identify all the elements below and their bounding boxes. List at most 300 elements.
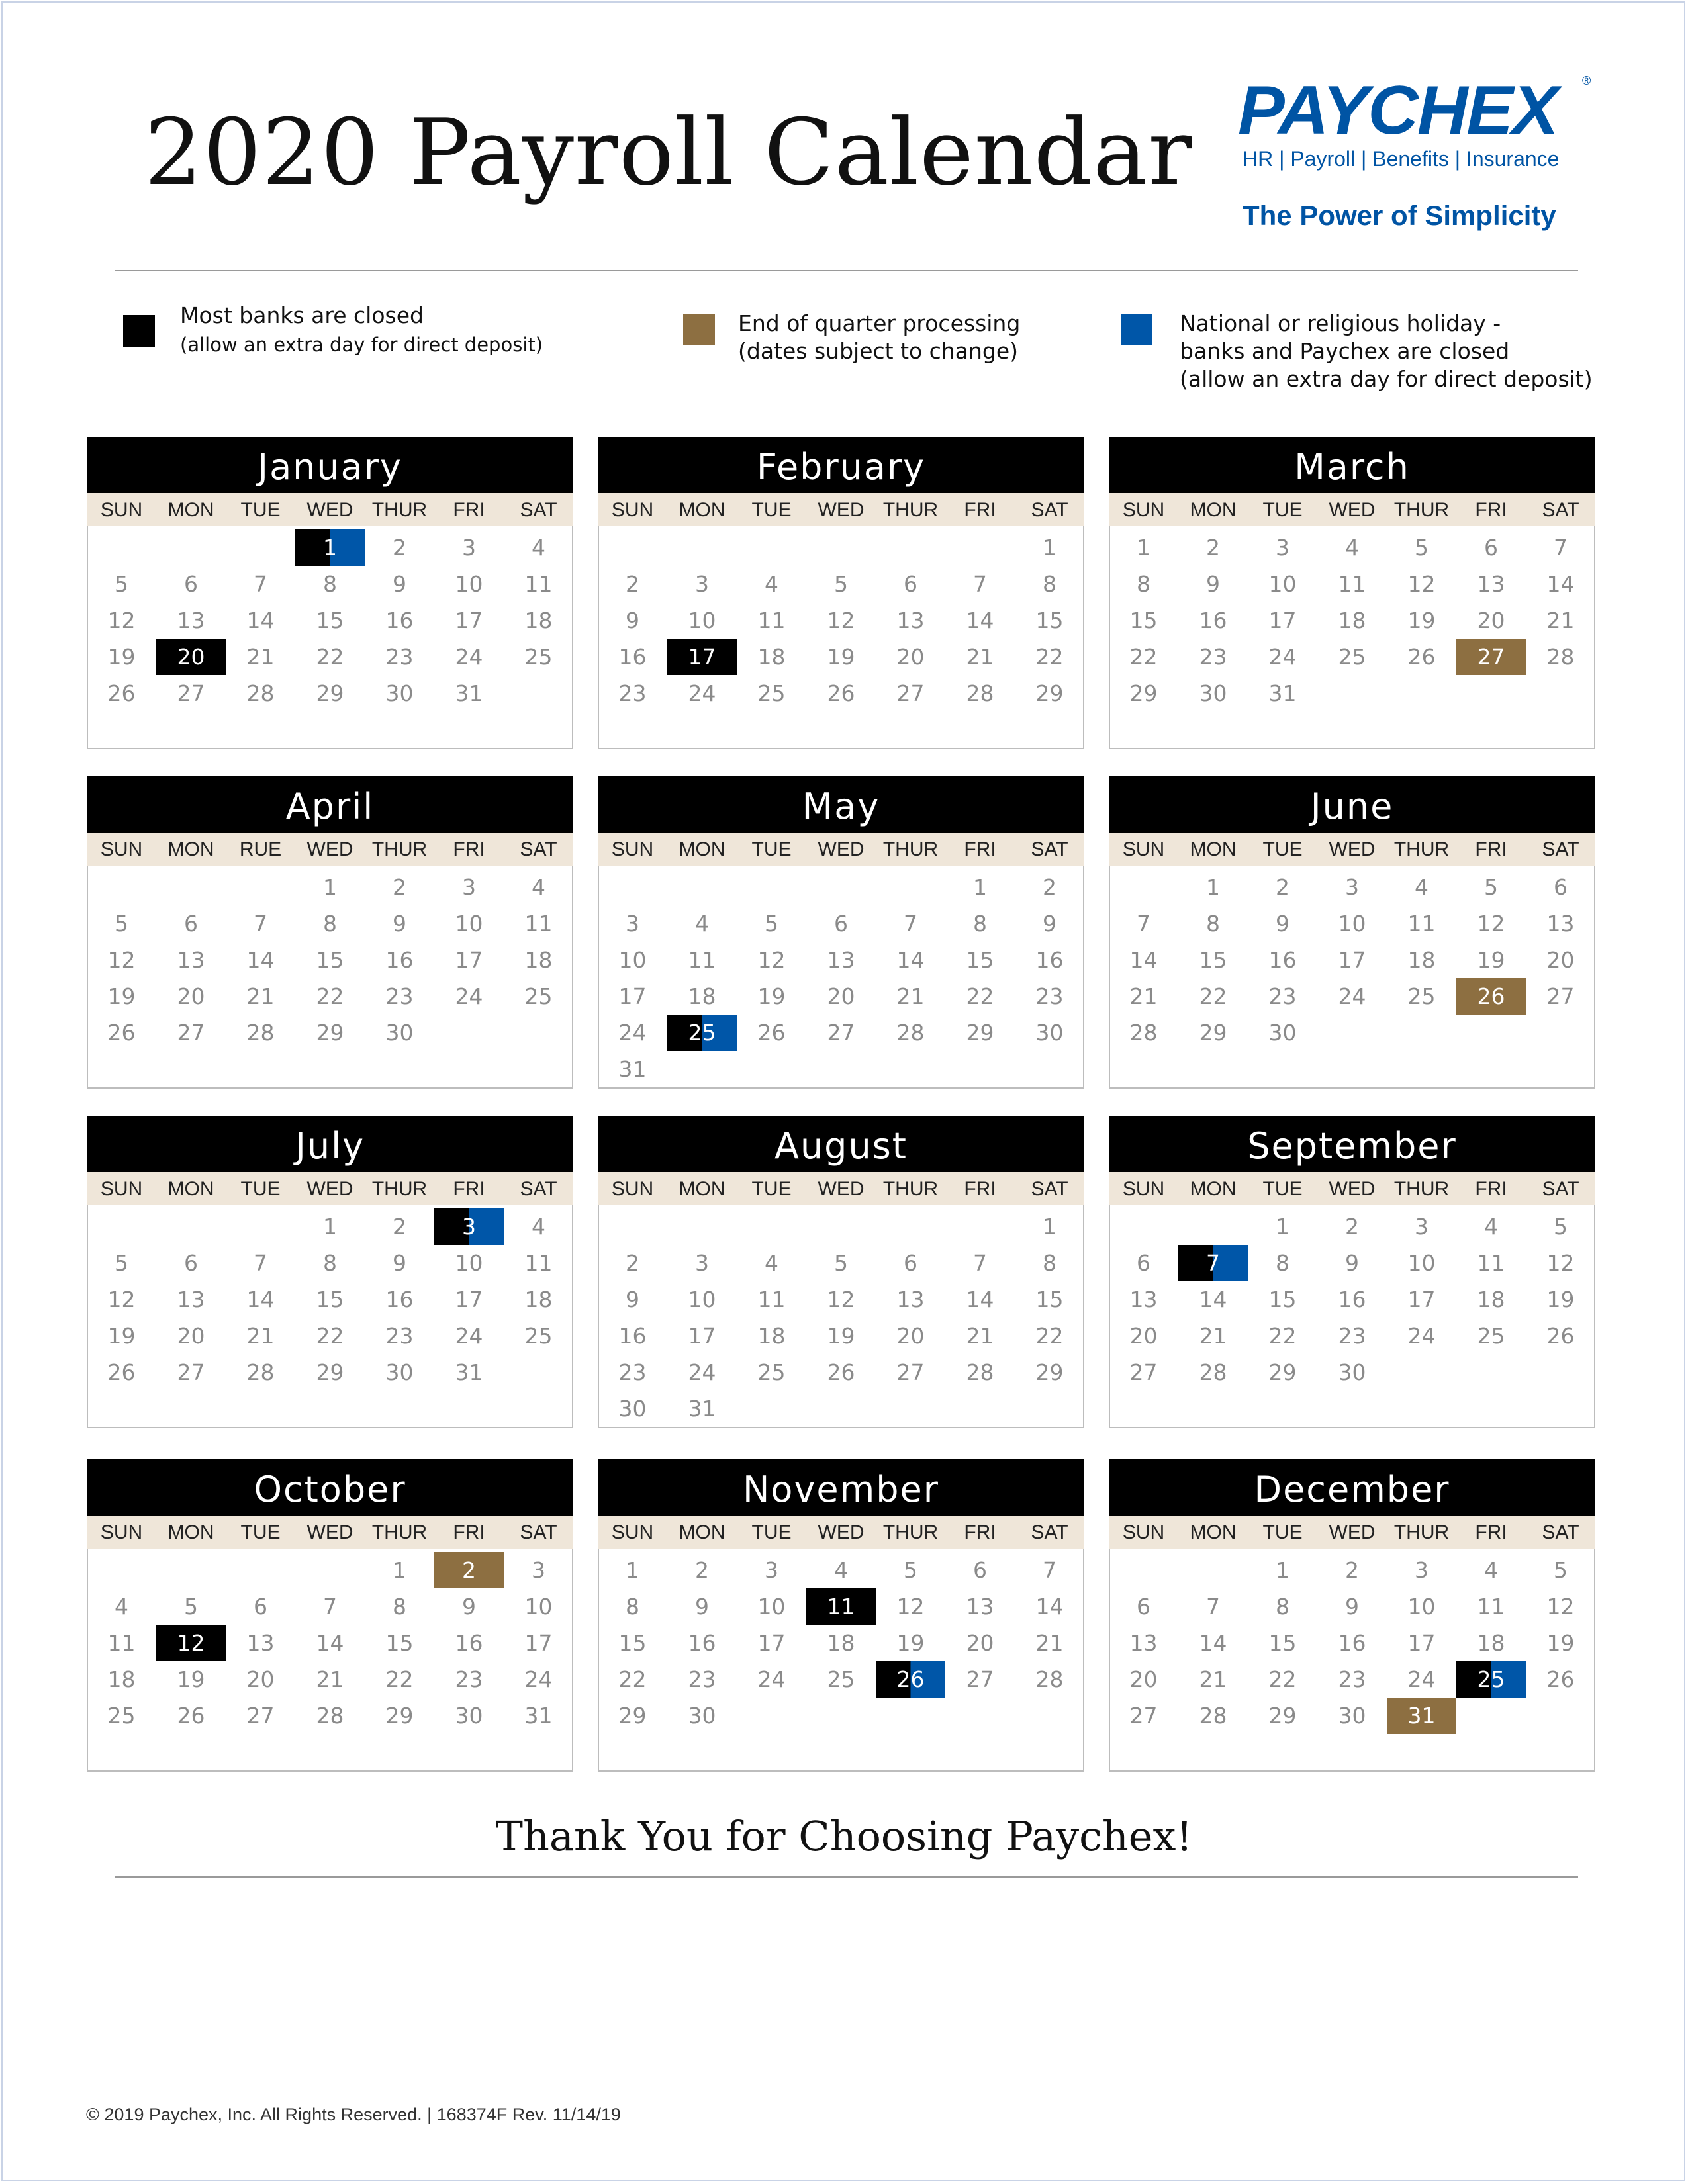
date-cell: 21 — [316, 1666, 344, 1692]
date-cell: 16 — [385, 947, 414, 973]
date-cell: 23 — [618, 680, 647, 706]
date-cell: 2 — [1206, 535, 1220, 561]
weekday-label: SAT — [1031, 839, 1068, 860]
weekday-label: FRI — [453, 1178, 485, 1200]
date-cell: 15 — [1129, 608, 1158, 633]
date-cell: 26 — [827, 680, 855, 706]
date-cell: 19 — [177, 1666, 205, 1692]
date-cell: 16 — [618, 1323, 647, 1349]
date-cell: 27 — [827, 1020, 855, 1046]
weekday-label: SUN — [100, 839, 143, 860]
weekday-header — [598, 1172, 1084, 1205]
weekday-label: MON — [1190, 839, 1237, 860]
date-cell: 2 — [1276, 874, 1289, 900]
date-cell: 26 — [1407, 644, 1436, 670]
month-name: March — [1109, 437, 1595, 493]
weekday-label: WED — [1329, 1522, 1376, 1543]
date-cell: 19 — [1546, 1630, 1575, 1656]
date-cell: 9 — [1043, 911, 1056, 936]
date-cell: 18 — [524, 1287, 553, 1312]
weekday-label: WED — [306, 1178, 353, 1200]
date-cell: 11 — [1477, 1594, 1505, 1619]
date-cell: 30 — [618, 1396, 647, 1422]
date-cell: 3 — [462, 535, 476, 561]
weekday-label: WED — [818, 1178, 865, 1200]
date-cell: 8 — [323, 911, 337, 936]
date-cell: 1 — [1276, 1214, 1289, 1240]
date-cell: 10 — [524, 1594, 553, 1619]
date-cell: 6 — [184, 911, 198, 936]
date-cell: 26 — [1546, 1666, 1575, 1692]
date-cell: 18 — [524, 947, 553, 973]
date-cell: 28 — [966, 1359, 994, 1385]
weekday-label: SAT — [1031, 1178, 1068, 1200]
date-cell: 1 — [973, 874, 987, 900]
date-cell: 18 — [1477, 1630, 1505, 1656]
date-cell: 16 — [1338, 1630, 1366, 1656]
weekday-label: MON — [679, 1522, 726, 1543]
copyright-footer: © 2019 Paychex, Inc. All Rights Reserved. | 168374F Rev. 11/14/19 — [86, 2105, 621, 2124]
weekday-label: SAT — [520, 499, 557, 521]
page-title: 2020 Payroll Calendar — [144, 99, 1193, 206]
weekday-label: TUE — [751, 1178, 792, 1200]
date-cell: 21 — [1035, 1630, 1064, 1656]
date-cell: 9 — [1206, 571, 1220, 597]
date-cell: 17 — [524, 1630, 553, 1656]
weekday-label: MON — [679, 1178, 726, 1200]
date-cell: 25 — [1338, 644, 1366, 670]
date-cell: 14 — [1199, 1630, 1227, 1656]
date-cell: 16 — [1199, 608, 1227, 633]
date-cell: 25 — [757, 1359, 786, 1385]
date-cell: 3 — [1276, 535, 1289, 561]
weekday-label: THUR — [1393, 1178, 1450, 1200]
date-cell: 9 — [393, 1250, 406, 1276]
date-cell: 9 — [1345, 1250, 1359, 1276]
month-september — [1109, 1116, 1595, 1428]
date-cell: 29 — [1199, 1020, 1227, 1046]
date-cell: 10 — [1268, 571, 1297, 597]
date-cell: 8 — [1206, 911, 1220, 936]
date-cell: 22 — [1035, 1323, 1064, 1349]
date-cell: 2 — [393, 1214, 406, 1240]
month-august — [598, 1116, 1084, 1428]
date-cell: 6 — [1137, 1250, 1150, 1276]
date-cell: 4 — [532, 874, 545, 900]
date-cell: 14 — [246, 608, 275, 633]
date-cell: 22 — [1199, 983, 1227, 1009]
date-cell: 30 — [455, 1703, 483, 1729]
date-cell: 7 — [1554, 535, 1568, 561]
date-cell: 6 — [1137, 1594, 1150, 1619]
weekday-label: TUE — [1262, 499, 1303, 521]
date-cell: 9 — [626, 1287, 639, 1312]
date-cell: 23 — [385, 983, 414, 1009]
date-cell: 30 — [385, 680, 414, 706]
date-cell: 1 — [1276, 1557, 1289, 1583]
weekday-label: FRI — [1475, 499, 1507, 521]
weekday-label: FRI — [1475, 1178, 1507, 1200]
date-cell: 22 — [316, 1323, 344, 1349]
date-cell: 8 — [1043, 1250, 1056, 1276]
date-cell: 20 — [966, 1630, 994, 1656]
weekday-label: WED — [306, 839, 353, 860]
date-cell: 26 — [107, 680, 136, 706]
weekday-label: MON — [1190, 1178, 1237, 1200]
date-cell: 3 — [1415, 1557, 1429, 1583]
date-cell: 21 — [1546, 608, 1575, 633]
date-cell: 4 — [532, 535, 545, 561]
date-cell: 17 — [618, 983, 647, 1009]
weekday-header — [1109, 833, 1595, 866]
date-cell: 14 — [1199, 1287, 1227, 1312]
date-cell: 5 — [115, 571, 128, 597]
date-cell: 6 — [184, 571, 198, 597]
weekday-header — [87, 493, 573, 526]
date-cell: 31 — [455, 1359, 483, 1385]
date-cell: 2 — [1345, 1214, 1359, 1240]
date-cell: 3 — [695, 1250, 709, 1276]
date-cell: 12 — [1546, 1250, 1575, 1276]
legend-bank-closed-line1: Most banks are closed — [180, 302, 424, 328]
date-cell: 4 — [1484, 1214, 1498, 1240]
date-cell: 4 — [834, 1557, 848, 1583]
date-cell: 27 — [896, 1359, 925, 1385]
date-cell: 17 — [1268, 608, 1297, 633]
date-cell: 17 — [688, 1323, 716, 1349]
brand-tagline: HR | Payroll | Benefits | Insurance — [1243, 147, 1560, 171]
date-cell: 27 — [1546, 983, 1575, 1009]
date-cell: 14 — [966, 608, 994, 633]
date-cell: 8 — [323, 571, 337, 597]
date-cell: 25 — [524, 983, 553, 1009]
date-cell: 28 — [1035, 1666, 1064, 1692]
date-cell: 4 — [765, 571, 778, 597]
date-cell: 7 — [1043, 1557, 1056, 1583]
date-cell: 24 — [757, 1666, 786, 1692]
date-cell: 22 — [385, 1666, 414, 1692]
date-cell: 5 — [904, 1557, 917, 1583]
month-april — [87, 776, 573, 1089]
date-cell: 25 — [107, 1703, 136, 1729]
date-cell: 20 — [896, 644, 925, 670]
weekday-label: WED — [306, 499, 353, 521]
date-cell: 9 — [462, 1594, 476, 1619]
date-cell: 1 — [1043, 535, 1056, 561]
weekday-label: MON — [679, 499, 726, 521]
month-name: December — [1109, 1459, 1595, 1516]
weekday-label: TUE — [240, 499, 281, 521]
date-cell: 19 — [107, 983, 136, 1009]
date-cell: 10 — [688, 1287, 716, 1312]
date-cell-quarter-end: 27 — [1456, 639, 1526, 675]
weekday-label: SAT — [1542, 839, 1579, 860]
date-cell: 12 — [107, 1287, 136, 1312]
date-cell: 19 — [896, 1630, 925, 1656]
date-cell: 3 — [765, 1557, 778, 1583]
date-cell: 15 — [316, 947, 344, 973]
month-name: May — [598, 776, 1084, 833]
date-cell: 28 — [1199, 1359, 1227, 1385]
date-cell: 7 — [1137, 911, 1150, 936]
date-cell: 6 — [184, 1250, 198, 1276]
date-cell: 22 — [966, 983, 994, 1009]
date-cell: 7 — [254, 571, 267, 597]
date-cell: 14 — [1035, 1594, 1064, 1619]
date-cell: 21 — [246, 983, 275, 1009]
month-october — [87, 1459, 573, 1772]
date-cell: 20 — [246, 1666, 275, 1692]
date-cell: 14 — [1129, 947, 1158, 973]
date-cell: 11 — [757, 608, 786, 633]
weekday-label: TUE — [1262, 1178, 1303, 1200]
date-cell: 4 — [1415, 874, 1429, 900]
weekday-label: SAT — [520, 1522, 557, 1543]
date-cell: 26 — [827, 1359, 855, 1385]
date-cell: 30 — [1338, 1359, 1366, 1385]
date-cell: 5 — [1554, 1214, 1568, 1240]
weekday-label: THUR — [1393, 1522, 1450, 1543]
date-cell: 3 — [462, 874, 476, 900]
date-cell: 19 — [1546, 1287, 1575, 1312]
registered-mark: ® — [1582, 74, 1591, 87]
date-cell: 23 — [385, 1323, 414, 1349]
date-cell: 25 — [1407, 983, 1436, 1009]
date-cell: 1 — [1137, 535, 1150, 561]
date-cell: 23 — [385, 644, 414, 670]
date-cell: 16 — [688, 1630, 716, 1656]
legend-quarter-end-line1: End of quarter processing — [738, 310, 1021, 336]
date-cell: 17 — [1338, 947, 1366, 973]
date-cell: 12 — [1407, 571, 1436, 597]
date-cell: 28 — [896, 1020, 925, 1046]
date-cell: 8 — [323, 1250, 337, 1276]
date-cell: 19 — [1407, 608, 1436, 633]
weekday-label: SAT — [1542, 1178, 1579, 1200]
date-cell: 15 — [618, 1630, 647, 1656]
date-cell: 29 — [385, 1703, 414, 1729]
date-cell: 17 — [455, 608, 483, 633]
date-cell: 2 — [626, 1250, 639, 1276]
date-cell: 13 — [177, 1287, 205, 1312]
date-cell: 4 — [765, 1250, 778, 1276]
date-cell: 22 — [316, 983, 344, 1009]
weekday-label: FRI — [453, 839, 485, 860]
date-cell: 29 — [316, 1359, 344, 1385]
weekday-label: TUE — [751, 1522, 792, 1543]
date-cell: 14 — [246, 947, 275, 973]
date-cell: 10 — [1407, 1594, 1436, 1619]
date-cell: 29 — [316, 1020, 344, 1046]
date-cell: 27 — [1129, 1359, 1158, 1385]
date-cell: 12 — [896, 1594, 925, 1619]
date-cell: 21 — [966, 1323, 994, 1349]
date-cell: 17 — [455, 947, 483, 973]
weekday-label: FRI — [964, 1522, 996, 1543]
weekday-label: MON — [167, 1178, 214, 1200]
weekday-label: SUN — [611, 499, 654, 521]
date-cell: 7 — [254, 1250, 267, 1276]
date-cell: 24 — [1407, 1666, 1436, 1692]
date-cell: 10 — [757, 1594, 786, 1619]
weekday-header — [87, 833, 573, 866]
month-february — [598, 437, 1084, 749]
weekday-label: WED — [818, 499, 865, 521]
weekday-label: SUN — [611, 839, 654, 860]
weekday-label: THUR — [371, 1178, 428, 1200]
date-cell: 21 — [246, 644, 275, 670]
date-cell: 16 — [1338, 1287, 1366, 1312]
date-cell: 10 — [618, 947, 647, 973]
date-cell: 1 — [626, 1557, 639, 1583]
date-cell: 14 — [896, 947, 925, 973]
date-cell: 22 — [1268, 1323, 1297, 1349]
date-cell: 30 — [385, 1359, 414, 1385]
weekday-label: THUR — [371, 839, 428, 860]
date-cell: 14 — [316, 1630, 344, 1656]
month-june — [1109, 776, 1595, 1089]
date-cell: 6 — [1554, 874, 1568, 900]
date-cell: 5 — [1484, 874, 1498, 900]
weekday-label: SUN — [100, 499, 143, 521]
weekday-label: FRI — [964, 839, 996, 860]
brand-slogan: The Power of Simplicity — [1243, 200, 1556, 231]
date-cell: 5 — [1554, 1557, 1568, 1583]
date-cell: 11 — [757, 1287, 786, 1312]
date-cell: 16 — [618, 644, 647, 670]
weekday-label: SAT — [1542, 1522, 1579, 1543]
date-cell: 30 — [688, 1703, 716, 1729]
weekday-label: SUN — [1122, 839, 1165, 860]
weekday-label: MON — [1190, 499, 1237, 521]
date-cell: 27 — [896, 680, 925, 706]
date-cell-bank-closed: 12 — [156, 1625, 226, 1661]
date-cell: 9 — [393, 911, 406, 936]
month-december — [1109, 1459, 1595, 1772]
date-cell: 23 — [1199, 644, 1227, 670]
date-cell: 1 — [1206, 874, 1220, 900]
date-cell: 21 — [1199, 1666, 1227, 1692]
date-cell: 1 — [1043, 1214, 1056, 1240]
weekday-label: THUR — [371, 499, 428, 521]
date-cell: 9 — [393, 571, 406, 597]
month-july — [87, 1116, 573, 1428]
date-cell: 27 — [966, 1666, 994, 1692]
date-cell: 9 — [695, 1594, 709, 1619]
date-cell: 24 — [1268, 644, 1297, 670]
date-cell: 12 — [107, 608, 136, 633]
date-cell-holiday: 25 — [1456, 1661, 1526, 1698]
weekday-label: FRI — [1475, 1522, 1507, 1543]
weekday-label: FRI — [964, 499, 996, 521]
weekday-label: SAT — [1031, 499, 1068, 521]
date-cell: 7 — [254, 911, 267, 936]
date-cell: 8 — [393, 1594, 406, 1619]
date-cell: 2 — [626, 571, 639, 597]
date-cell: 8 — [1276, 1250, 1289, 1276]
date-cell: 14 — [246, 1287, 275, 1312]
date-cell: 21 — [966, 644, 994, 670]
date-cell: 22 — [1035, 644, 1064, 670]
weekday-header — [598, 833, 1084, 866]
date-cell: 20 — [827, 983, 855, 1009]
date-cell: 1 — [323, 1214, 337, 1240]
date-cell: 7 — [1206, 1594, 1220, 1619]
date-cell: 11 — [1338, 571, 1366, 597]
date-cell: 7 — [973, 1250, 987, 1276]
weekday-label: THUR — [882, 1178, 939, 1200]
weekday-label: THUR — [882, 499, 939, 521]
date-cell: 21 — [1199, 1323, 1227, 1349]
date-cell: 3 — [626, 911, 639, 936]
date-cell: 10 — [688, 608, 716, 633]
date-cell: 12 — [827, 1287, 855, 1312]
month-name: October — [87, 1459, 573, 1516]
date-cell: 6 — [973, 1557, 987, 1583]
date-cell: 10 — [455, 1250, 483, 1276]
date-cell: 29 — [1035, 1359, 1064, 1385]
date-cell: 23 — [1268, 983, 1297, 1009]
weekday-label: RUE — [239, 839, 282, 860]
date-cell: 31 — [688, 1396, 716, 1422]
date-cell-quarter-end: 2 — [434, 1552, 504, 1588]
date-cell: 15 — [1035, 608, 1064, 633]
date-cell: 16 — [1268, 947, 1297, 973]
date-cell: 30 — [1035, 1020, 1064, 1046]
weekday-label: FRI — [453, 1522, 485, 1543]
month-name: November — [598, 1459, 1084, 1516]
date-cell: 8 — [1043, 571, 1056, 597]
date-cell: 6 — [904, 571, 917, 597]
month-name: April — [87, 776, 573, 833]
date-cell: 12 — [827, 608, 855, 633]
month-may — [598, 776, 1084, 1089]
date-cell: 11 — [524, 571, 553, 597]
weekday-label: WED — [1329, 839, 1376, 860]
date-cell: 19 — [827, 1323, 855, 1349]
date-cell: 20 — [1546, 947, 1575, 973]
date-cell-quarter-end: 26 — [1456, 978, 1526, 1015]
date-cell: 14 — [966, 1287, 994, 1312]
weekday-label: TUE — [751, 839, 792, 860]
weekday-label: WED — [818, 1522, 865, 1543]
date-cell: 2 — [1043, 874, 1056, 900]
date-cell: 29 — [1268, 1359, 1297, 1385]
date-cell: 29 — [618, 1703, 647, 1729]
date-cell: 7 — [904, 911, 917, 936]
date-cell: 28 — [1129, 1020, 1158, 1046]
header-divider — [115, 270, 1578, 271]
weekday-label: TUE — [240, 1178, 281, 1200]
date-cell: 21 — [1129, 983, 1158, 1009]
date-cell: 23 — [455, 1666, 483, 1692]
date-cell: 17 — [455, 1287, 483, 1312]
date-cell-holiday: 1 — [295, 529, 365, 566]
date-cell: 19 — [107, 644, 136, 670]
date-cell: 29 — [966, 1020, 994, 1046]
date-cell: 5 — [834, 1250, 848, 1276]
date-cell: 18 — [757, 1323, 786, 1349]
date-cell: 19 — [827, 644, 855, 670]
date-cell: 15 — [316, 608, 344, 633]
date-cell: 15 — [1268, 1630, 1297, 1656]
date-cell: 13 — [177, 947, 205, 973]
date-cell: 15 — [1268, 1287, 1297, 1312]
date-cell-holiday: 26 — [876, 1661, 945, 1698]
weekday-label: WED — [818, 839, 865, 860]
date-cell: 5 — [765, 911, 778, 936]
weekday-label: SUN — [100, 1178, 143, 1200]
